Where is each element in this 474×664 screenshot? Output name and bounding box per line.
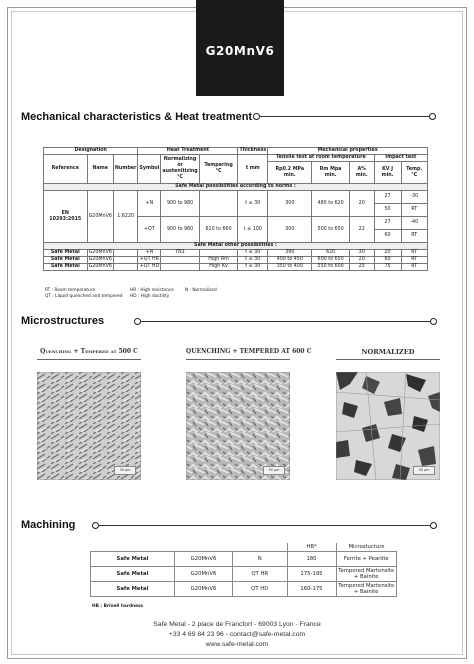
section-divider-line [141, 321, 431, 322]
cell-grade: G20MnV6 [175, 582, 233, 597]
section-title-machining: Machining [21, 519, 76, 531]
standard-possibilities-bar: Safe Metal possibilities according to norms : [44, 184, 428, 191]
header-impact-test: Impact test [374, 155, 427, 162]
legend-hr: HR : High resistance [130, 288, 174, 293]
cell-hb: 180 [287, 552, 336, 567]
hardness-note: HB : Brinell hardness [92, 604, 144, 609]
cell-grade: G20MnV6 [175, 567, 233, 582]
cell-number [113, 250, 137, 257]
cell-a: 20 [349, 257, 374, 264]
cell-symbol: +N [138, 250, 161, 257]
cell-symbol: +QT HR [139, 257, 159, 262]
caption-rule [186, 359, 290, 360]
cell-kv: 60 [374, 230, 401, 243]
cell-reference: Safe Metal [91, 582, 175, 597]
cell-thickness: t ≤ 30 [238, 250, 268, 257]
cell-temp: RT [401, 264, 427, 271]
micro-caption: Quenching + Tempered at 500 C [40, 348, 138, 355]
mechanical-properties-table [43, 147, 428, 271]
cell-normalizing: 900 to 980 [161, 191, 199, 217]
scale-bar: 50 µm [413, 466, 435, 475]
cell-name: G20MnV6 [87, 191, 113, 243]
cell-microstructure: Ferrite + Pearlite [336, 552, 397, 567]
cell-grade: G20MnV6 [175, 552, 233, 567]
col-number: Number [113, 155, 137, 184]
micro-card-normalized [336, 348, 440, 480]
cell-tempering: High Kv [199, 264, 238, 271]
cell-a: 22 [349, 217, 374, 243]
cell-a: 25 [349, 264, 374, 271]
cell-normalizing: TN1 [161, 250, 199, 257]
caption-rule [336, 359, 440, 360]
header-thickness: Thickness [239, 148, 267, 153]
cell-normalizing: 900 to 980 [161, 217, 199, 243]
cell-state: N [233, 552, 288, 567]
header-tensile-test: Tensile test at room temperature [268, 155, 374, 162]
cell-rm: 600 to 650 [312, 257, 349, 264]
section-divider-circle [92, 522, 99, 529]
section-title-mechanical: Mechanical characteristics & Heat treatment [21, 111, 253, 123]
col-tempering: Tempering °C [199, 155, 238, 184]
cell-symbol: +QT HD [139, 264, 160, 269]
cell-microstructure: Tempered Martensite + Bainite [336, 582, 397, 597]
cell-temp: -40 [401, 217, 427, 230]
cell-rm: 620 [312, 250, 349, 257]
section-divider-line [99, 525, 431, 526]
cell-name: G20MnV6 [88, 250, 112, 255]
cell-normalizing [161, 257, 199, 264]
blank-cell [233, 543, 288, 552]
cell-thickness: t ≤ 30 [238, 257, 268, 264]
cell-rp: 390 [268, 250, 312, 257]
micro-card-quench-600 [186, 348, 312, 480]
cell-kv: 20 [374, 250, 401, 257]
cell-temp: -30 [401, 191, 427, 204]
micrograph-image [336, 372, 440, 480]
col-rm: Rm Mpa min. [312, 162, 349, 184]
blank-cell [91, 543, 175, 552]
cell-tempering: High Rm [199, 257, 238, 264]
cell-hb: 160-175 [287, 582, 336, 597]
cell-temp: RT [401, 230, 427, 243]
cell-kv: 50 [374, 204, 401, 217]
cell-temp: RT [401, 257, 427, 264]
cell-kv: 60 [374, 257, 401, 264]
grade-title: G20MnV6 [205, 44, 275, 58]
cell-rm: 480 to 620 [312, 191, 349, 217]
section-title-microstructures: Microstructures [21, 315, 105, 327]
cell-reference: Safe Metal [91, 552, 175, 567]
cell-number: 1.6220 [113, 191, 137, 243]
cell-temp: RT [401, 250, 427, 257]
col-microstructure: Microstucture [336, 543, 397, 552]
section-divider-circle [430, 522, 437, 529]
micro-card-quench-500 [37, 348, 141, 480]
cell-rm: 500 to 650 [312, 217, 349, 243]
cell-rm: 550 to 600 [312, 264, 349, 271]
cell-thickness: t ≤ 30 [238, 191, 268, 217]
scale-bar: 50 µm [263, 466, 285, 475]
col-a: A% min. [349, 162, 374, 184]
blank-cell [175, 543, 233, 552]
micro-caption: NORMALIZED [361, 348, 415, 356]
cell-a: 30 [349, 250, 374, 257]
cell-rp: 300 [268, 191, 312, 217]
header-designation: Designation [44, 148, 138, 155]
cell-reference: Safe Metal [91, 567, 175, 582]
cell-reference: Safe Metal [44, 264, 88, 271]
col-normalizing: Normalizing or austenitizing °C [161, 155, 199, 184]
col-name: Name [87, 155, 113, 184]
cell-number [113, 264, 137, 271]
col-kv: KV J min. [374, 162, 401, 184]
section-divider-circle [429, 113, 436, 120]
section-divider-circle [134, 318, 141, 325]
cell-rp: 350 to 400 [268, 264, 312, 271]
machining-table [90, 543, 397, 597]
cell-kv: 27 [374, 217, 401, 230]
cell-kv: 75 [374, 264, 401, 271]
cell-a: 20 [349, 191, 374, 217]
cell-normalizing [161, 264, 199, 271]
cell-name: G20MnV6 [88, 264, 112, 269]
cell-reference: Safe Metal [44, 250, 88, 257]
cell-kv: 27 [374, 191, 401, 204]
cell-state: QT HD [233, 582, 288, 597]
cell-hb: 175-195 [287, 567, 336, 582]
section-divider-circle [253, 113, 260, 120]
cell-thickness: t ≤ 100 [238, 217, 268, 243]
header-mechanical-properties: Mechanical properties [268, 148, 428, 155]
cell-tempering [199, 250, 238, 257]
caption-rule [37, 359, 141, 360]
cell-reference: Safe Metal [44, 257, 88, 264]
cell-temp: RT [401, 204, 427, 217]
section-divider-circle [430, 318, 437, 325]
micrograph-image [37, 372, 141, 480]
cell-symbol: +N [138, 191, 161, 217]
col-thickness: t mm [238, 155, 268, 184]
col-hb: HB* [287, 543, 336, 552]
legend-rt: RT : Room temperature [45, 288, 96, 293]
header-heat-treatment: Heat Treatment [138, 148, 238, 155]
section-divider-line [260, 116, 430, 117]
micro-caption: QUENCHING + TEMPERED AT 600 C [186, 348, 312, 355]
title-banner [196, 0, 284, 96]
cell-symbol: +QT [138, 217, 161, 243]
col-rp: Rp0.2 MPa min. [268, 162, 312, 184]
cell-rp: 300 [268, 217, 312, 243]
footer [0, 620, 474, 650]
legend-hd: HD : High ductility [130, 294, 170, 299]
cell-name: G20MnV6 [88, 257, 112, 262]
cell-tempering [199, 191, 238, 217]
scale-bar: 50 µm [114, 466, 136, 475]
col-symbol: Symbol [138, 155, 161, 184]
cell-number [113, 257, 137, 264]
other-possibilities-bar: Safe Metal other possibilities : [44, 243, 428, 250]
col-temp: Temp. °C [401, 162, 427, 184]
micrograph-image [186, 372, 290, 480]
cell-microstructure: Tempered Martensite + Bainite [336, 567, 397, 582]
cell-rp: 400 to 450 [268, 257, 312, 264]
cell-tempering: 610 to 660 [199, 217, 238, 243]
cell-thickness: t ≤ 30 [238, 264, 268, 271]
legend-n: N : Normalized [185, 288, 217, 293]
legend-qt: QT : Liquid quenched and tempered [45, 294, 123, 299]
cell-state: QT HR [233, 567, 288, 582]
cell-reference: EN 10293:2015 [44, 191, 88, 243]
footer-address: Safe Metal - 2 place de Francfort - 69003 Lyon - France [153, 621, 321, 628]
table-legend [45, 288, 217, 300]
footer-contact[interactable]: +33 4 69 84 23 96 - contact@safe-metal.com [168, 631, 306, 638]
col-reference: Reference [44, 155, 88, 184]
footer-website[interactable]: www.safe-metal.com [205, 641, 269, 648]
